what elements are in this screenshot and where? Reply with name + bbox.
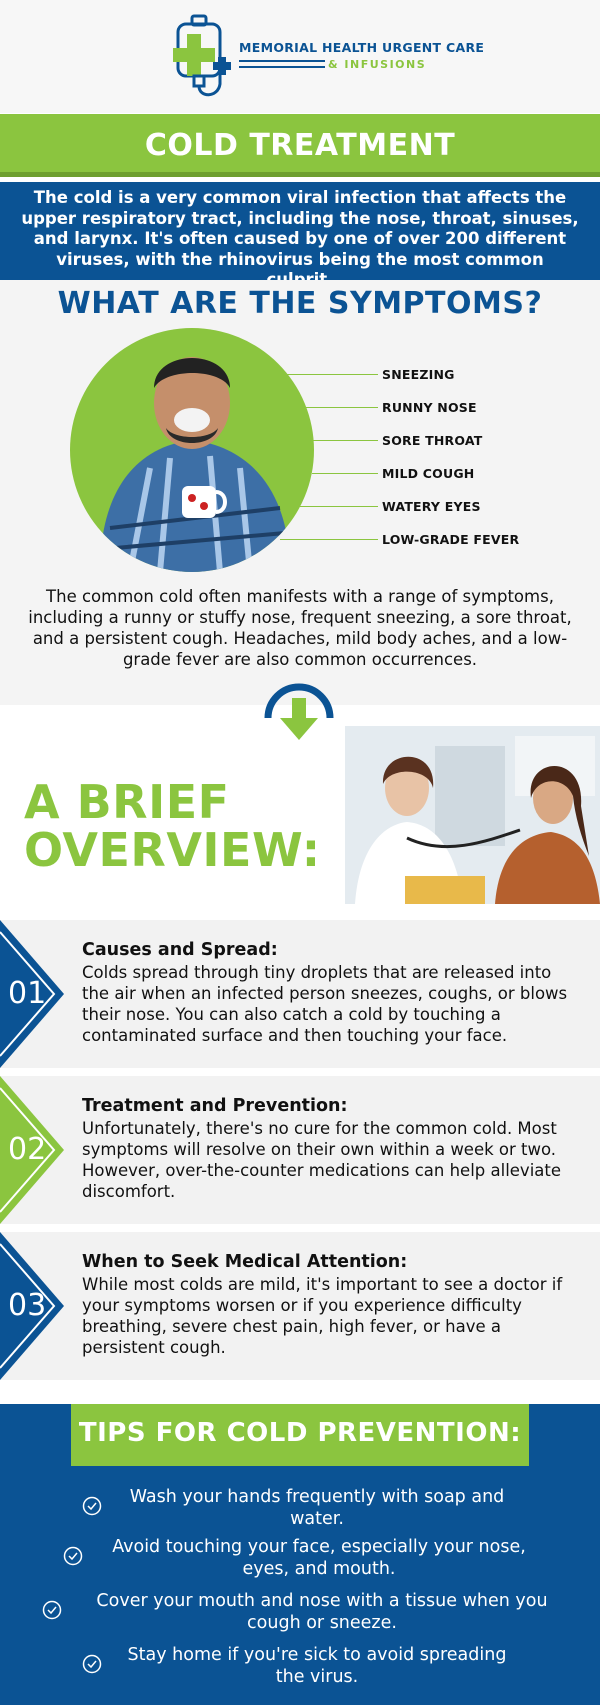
sick-man-photo bbox=[70, 328, 314, 572]
card-title: When to Seek Medical Attention: bbox=[82, 1252, 408, 1272]
symptom-item: RUNNY NOSE bbox=[382, 400, 477, 415]
symptom-connector bbox=[282, 374, 378, 375]
check-circle-icon bbox=[82, 1654, 102, 1674]
down-arrow-icon bbox=[262, 678, 336, 752]
tips-heading: TIPS FOR COLD PREVENTION: bbox=[78, 1418, 522, 1448]
symptom-connector bbox=[300, 407, 378, 408]
symptom-connector bbox=[312, 473, 378, 474]
brand-subtitle: & INFUSIONS bbox=[328, 58, 427, 71]
intro-text: The cold is a very common viral infection that affects the upper respiratory tract, including the nose, throat, sinuses, and larynx. It's often caused by one of over 200 different viruses, with the rhinovirus being the most common bbox=[21, 188, 579, 269]
info-card-medical-attention bbox=[0, 1232, 600, 1380]
tip-text: Cover your mouth and nose with a tissue when you cough or sneeze. bbox=[96, 1591, 548, 1633]
check-circle-icon bbox=[42, 1600, 62, 1620]
tips-section bbox=[0, 1404, 600, 1705]
card-text: Unfortunately, there's no cure for the common cold. Most symptoms will resolve on their own within a week or two. However, over-the-counter medications can help alleviate discomfort. bbox=[82, 1119, 562, 1201]
card-number: 02 bbox=[8, 1132, 47, 1167]
symptom-item: LOW-GRADE FEVER bbox=[382, 532, 520, 547]
symptoms-heading: WHAT ARE THE SYMPTOMS? bbox=[57, 286, 543, 321]
symptom-connector bbox=[312, 440, 378, 441]
card-title: Causes and Spread: bbox=[82, 940, 278, 960]
overview-title bbox=[24, 775, 321, 877]
brand-rule bbox=[239, 66, 325, 68]
tips-banner bbox=[71, 1404, 529, 1466]
sick-man-illustration bbox=[70, 328, 314, 572]
symptoms-section bbox=[0, 280, 600, 705]
card-text: While most colds are mild, it's important to see a doctor if your symptoms worsen or if you experience difficulty breathing, severe chest pain, high fever, or have a persistent cough. bbox=[82, 1275, 563, 1357]
brand-rule bbox=[239, 60, 325, 62]
iv-bag-cross-logo-icon bbox=[168, 14, 238, 98]
intro-section bbox=[0, 182, 600, 280]
card-title: Treatment and Prevention: bbox=[82, 1096, 348, 1116]
symptom-item: MILD COUGH bbox=[382, 466, 475, 481]
card-number: 03 bbox=[8, 1288, 47, 1323]
info-card-causes bbox=[0, 920, 600, 1068]
overview-title-line1: A BRIEF bbox=[24, 775, 230, 829]
info-card-treatment bbox=[0, 1076, 600, 1224]
header bbox=[0, 0, 600, 113]
symptoms-paragraph: The common cold often manifests with a range of symptoms, including a runny or stuffy nose, frequent sneezing, a sore throat, and a persistent cough. Headaches, mild body aches, and a low-grade fever are also common occurrences. bbox=[28, 587, 572, 669]
title-stripe bbox=[0, 172, 600, 177]
title-band bbox=[0, 114, 600, 177]
brand-name: MEMORIAL HEALTH URGENT CARE bbox=[239, 40, 485, 55]
symptom-connector bbox=[280, 539, 378, 540]
symptom-connector bbox=[300, 506, 378, 507]
symptom-item: SNEEZING bbox=[382, 367, 455, 382]
check-circle-icon bbox=[82, 1496, 102, 1516]
tip-text: Wash your hands frequently with soap and water. bbox=[129, 1487, 505, 1529]
symptom-item: WATERY EYES bbox=[382, 499, 481, 514]
card-number: 01 bbox=[8, 976, 47, 1011]
check-circle-icon bbox=[63, 1546, 83, 1566]
tip-text: Stay home if you're sick to avoid spreading the virus. bbox=[127, 1645, 507, 1687]
page-title: COLD TREATMENT bbox=[144, 128, 456, 163]
card-text: Colds spread through tiny droplets that are released into the air when an infected person sneezes, coughs, or blows their nose. You can also catch a cold by touching a contaminated surface and then touching your face. bbox=[82, 963, 568, 1045]
overview-title-line2: OVERVIEW: bbox=[24, 823, 321, 877]
tip-text: Avoid touching your face, especially your nose, eyes, and mouth. bbox=[112, 1537, 526, 1579]
doctor-patient-illustration bbox=[345, 726, 600, 904]
symptom-item: SORE THROAT bbox=[382, 433, 483, 448]
doctor-patient-photo bbox=[345, 726, 600, 904]
